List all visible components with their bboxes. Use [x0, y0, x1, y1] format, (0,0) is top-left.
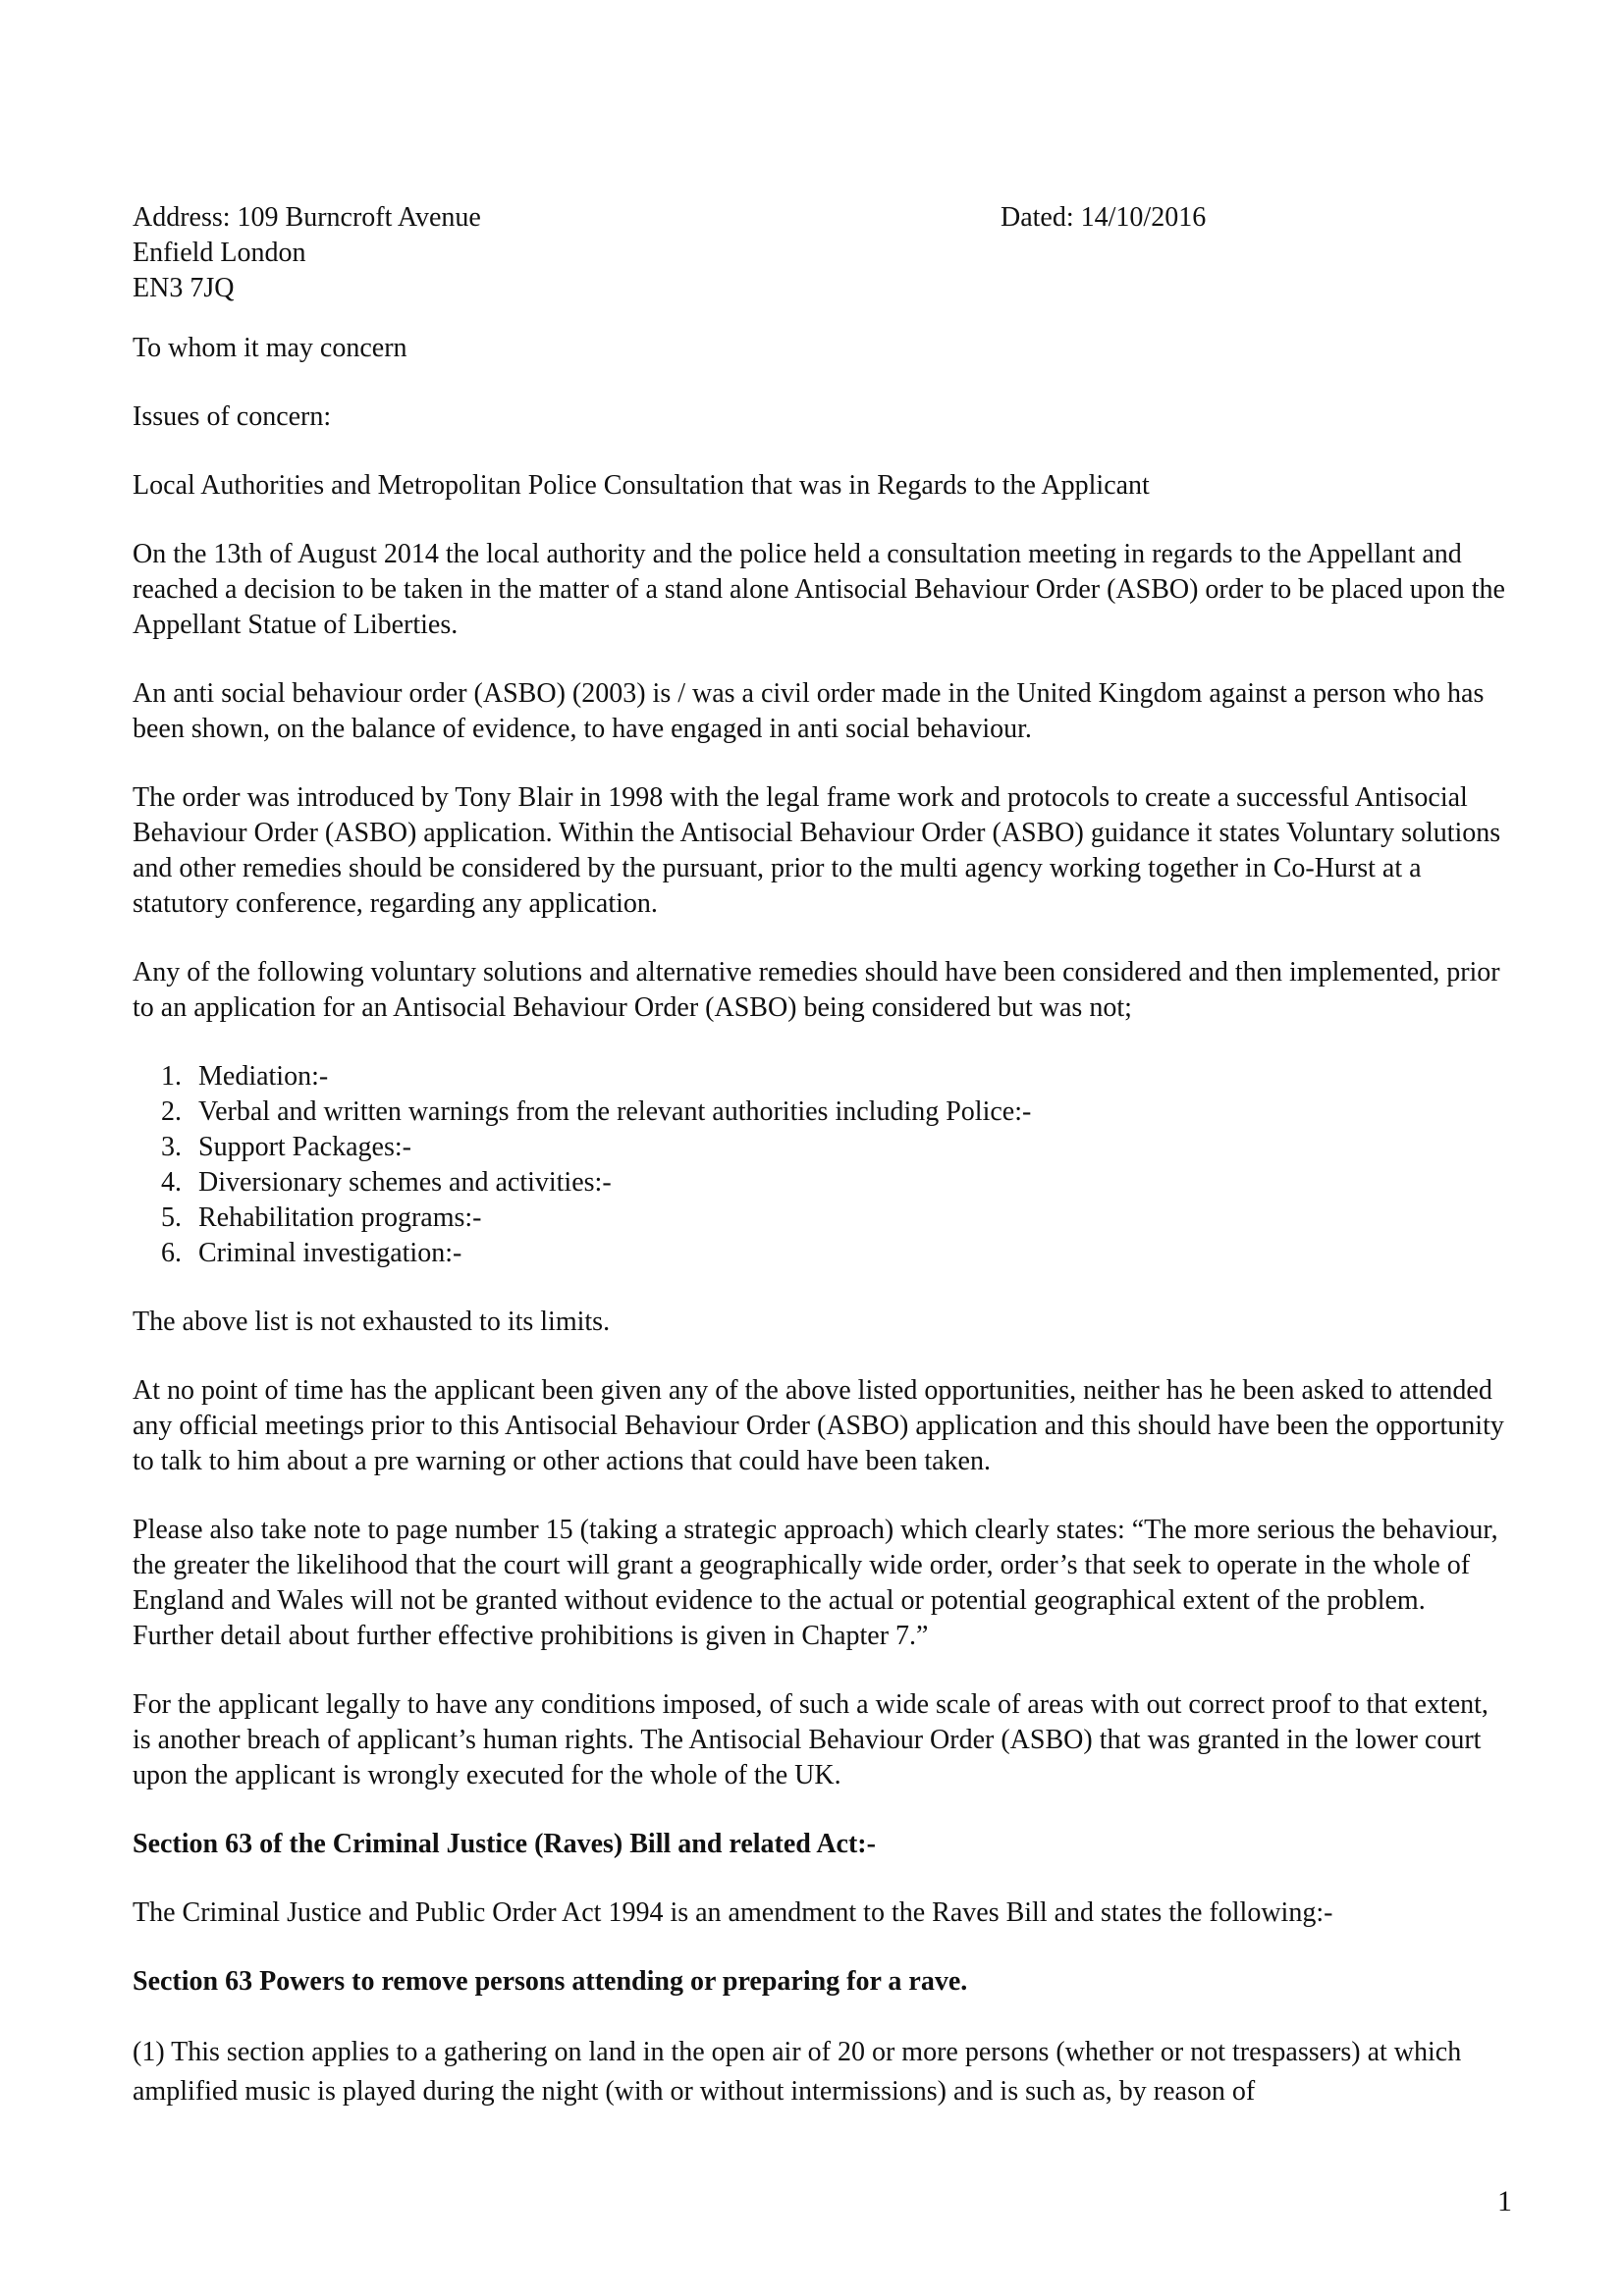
paragraph: For the applicant legally to have any conditions imposed, of such a wide scale of areas with out correct proof to that extent, is another breach of applicant’s human rights. The Antisocial Behaviour Order (ASBO) that was granted in the lower court upon the applicant is wrongly executed for the whole of the UK.	[133, 1689, 1489, 1790]
list-text: Rehabilitation programs:-	[198, 1202, 482, 1233]
greeting: To whom it may concern	[133, 333, 407, 363]
remedies-list	[133, 1059, 1507, 1271]
list-item	[133, 1130, 1507, 1165]
list-number: 5.	[161, 1202, 182, 1233]
issues-label: Issues of concern:	[133, 401, 332, 432]
address-line: Enfield London	[133, 238, 306, 268]
date-line: Dated: 14/10/2016	[1001, 202, 1207, 233]
list-item	[133, 1201, 1507, 1236]
section-heading: Section 63 of the Criminal Justice (Raves) Bill and related Act:-	[133, 1829, 876, 1859]
list-number: 6.	[161, 1238, 182, 1268]
list-text: Diversionary schemes and activities:-	[198, 1167, 612, 1198]
list-text: Criminal investigation:-	[198, 1238, 462, 1268]
paragraph: On the 13th of August 2014 the local authority and the police held a consultation meeting in regards to the Appellant and reached a decision to be taken in the matter of a stand alone Antisocial Behaviour Order (ASBO) order to be placed upon the Appellant Statue of Liberties.	[133, 539, 1505, 640]
section-heading: Section 63 Powers to remove persons attending or preparing for a rave.	[133, 1966, 968, 1997]
address-block	[133, 200, 1507, 306]
list-item	[133, 1165, 1507, 1201]
paragraph: An anti social behaviour order (ASBO) (2003) is / was a civil order made in the United Kingdom against a person who has been shown, on the balance of evidence, to have engaged in anti social behaviour.	[133, 678, 1485, 744]
list-item	[133, 1095, 1507, 1130]
page-number: 1	[1497, 2185, 1512, 2217]
paragraph: Any of the following voluntary solutions and alternative remedies should have been considered and then implemented, prior to an application for an Antisocial Behaviour Order (ASBO) being considered but was not;	[133, 957, 1500, 1023]
list-item	[133, 1236, 1507, 1271]
address-line: EN3 7JQ	[133, 273, 235, 303]
letter-header	[133, 200, 1507, 306]
list-text: Verbal and written warnings from the relevant authorities including Police:-	[198, 1096, 1032, 1127]
list-number: 1.	[161, 1061, 182, 1092]
list-number: 3.	[161, 1132, 182, 1162]
paragraph: The order was introduced by Tony Blair in 1998 with the legal frame work and protocols to create a successful Antisocial Behaviour Order (ASBO) application. Within the Antisocial Behaviour Order (ASBO) guidance it states Voluntary solutions and other remedies should be considered by the pursuant, prior to the multi agency working together in Co-Hurst at a statutory conference, regarding any application.	[133, 782, 1501, 919]
list-number: 2.	[161, 1096, 182, 1127]
list-number: 4.	[161, 1167, 182, 1198]
list-item	[133, 1059, 1507, 1095]
letter-body	[133, 200, 1507, 2111]
paragraph: The above list is not exhausted to its limits.	[133, 1307, 611, 1337]
list-text: Support Packages:-	[198, 1132, 411, 1162]
subsection-text: (1) This section applies to a gathering on land in the open air of 20 or more persons (whether or not trespassers) at which amplified music is played during the night (with or without intermissions) and is such as, by reason of	[133, 2037, 1462, 2107]
list-text: Mediation:-	[198, 1061, 329, 1092]
paragraph: The Criminal Justice and Public Order Act 1994 is an amendment to the Raves Bill and states the following:-	[133, 1897, 1333, 1928]
quote-paragraph: Please also take note to page number 15 (taking a strategic approach) which clearly states: “The more serious the behaviour, the greater the likelihood that the court will grant a geographically wide order, order’s that seek to operate in the whole of England and Wales will not be granted without evidence to the actual or potential geographical extent of the problem. Further detail about further effective prohibitions is given in Chapter 7.”	[133, 1515, 1498, 1651]
paragraph: At no point of time has the applicant been given any of the above listed opportunities, neither has he been asked to attended any official meetings prior to this Antisocial Behaviour Order (ASBO) application and this should have been the opportunity to talk to him about a pre warning or other actions that could have been taken.	[133, 1375, 1504, 1476]
address-line: Address: 109 Burncroft Avenue	[133, 202, 481, 233]
subject-line: Local Authorities and Metropolitan Police Consultation that was in Regards to the Applicant	[133, 470, 1150, 501]
